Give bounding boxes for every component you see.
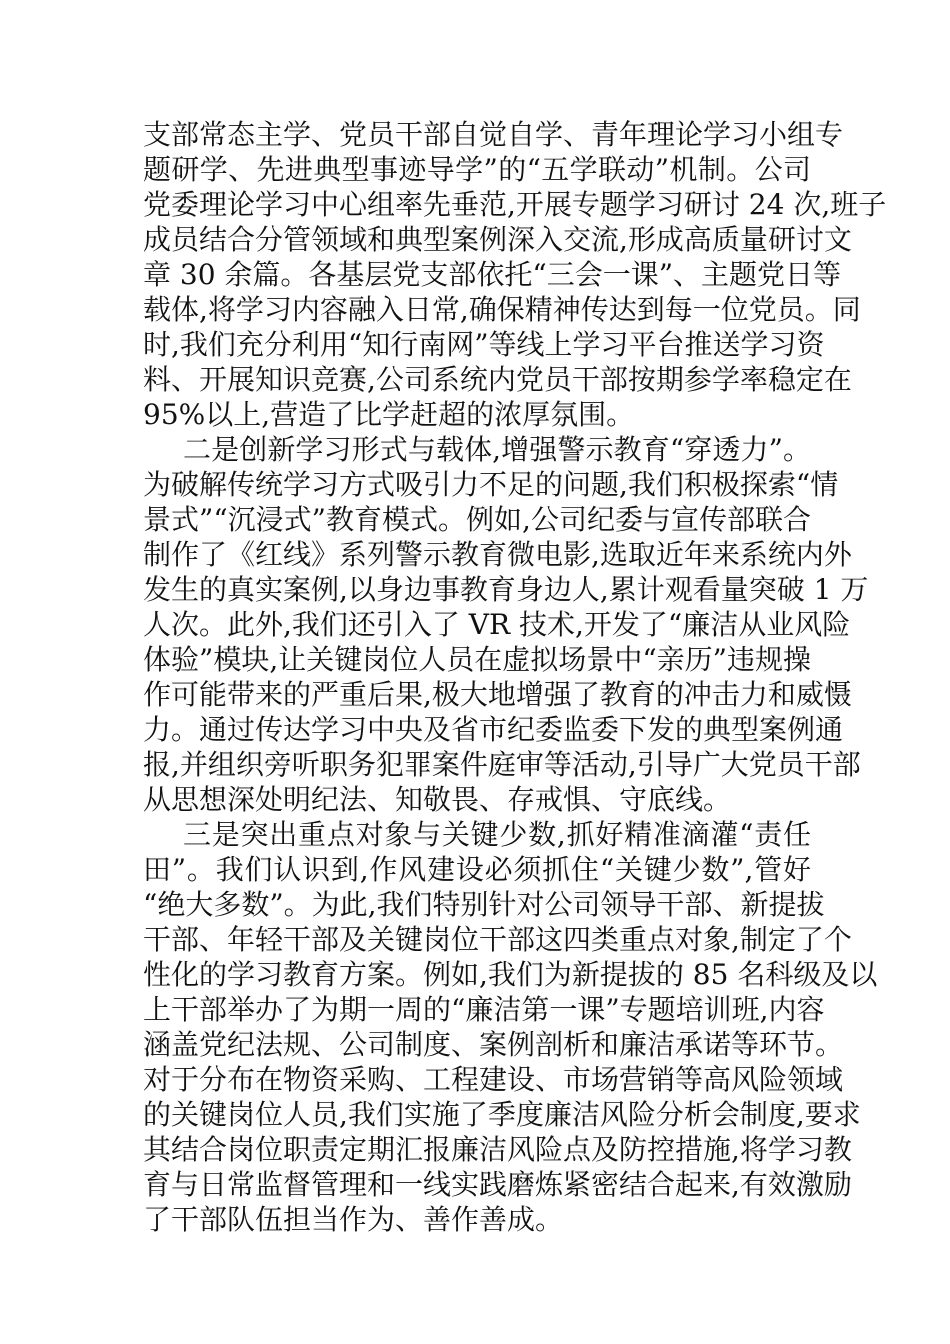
text-line: 了干部队伍担当作为、善作善成。 [143, 1203, 564, 1236]
text-line: 上干部举办了为期一周的“廉洁第一课”专题培训班,内容 [143, 993, 825, 1026]
text-line: 料、开展知识竞赛,公司系统内党员干部按期参学率稳定在 [143, 363, 852, 396]
text-line: 干部、年轻干部及关键岗位干部这四类重点对象,制定了个 [143, 923, 852, 956]
text-line: 党委理论学习中心组率先垂范,开展专题学习研讨 24 次,班子 [143, 188, 887, 221]
paragraph-start-line: 三是突出重点对象与关键少数,抓好精准滴灌“责任 [183, 818, 811, 851]
text-line: 章 30 余篇。各基层党支部依托“三会一课”、主题党日等 [143, 258, 842, 291]
document-body [143, 117, 887, 1237]
text-line: 其结合岗位职责定期汇报廉洁风险点及防控措施,将学习教 [143, 1133, 852, 1166]
text-line: 从思想深处明纪法、知敬畏、存戒惧、守底线。 [143, 783, 732, 816]
text-line: 体验”模块,让关键岗位人员在虚拟场景中“亲历”违规操 [143, 643, 811, 676]
text-line: 95%以上,营造了比学赶超的浓厚氛围。 [143, 398, 635, 431]
text-line: 作可能带来的严重后果,极大地增强了教育的冲击力和威慑 [143, 678, 852, 711]
text-line: 田”。我们认识到,作风建设必须抓住“关键少数”,管好 [143, 853, 811, 886]
text-line: 性化的学习教育方案。例如,我们为新提拔的 85 名科级及以 [143, 958, 878, 991]
text-line: 为破解传统学习方式吸引力不足的问题,我们积极探索“情 [143, 468, 839, 501]
text-line: 时,我们充分利用“知行南网”等线上学习平台推送学习资 [143, 328, 825, 361]
text-line: 支部常态主学、党员干部自觉自学、青年理论学习小组专 [143, 118, 844, 151]
text-line: 涵盖党纪法规、公司制度、案例剖析和廉洁承诺等环节。 [143, 1028, 844, 1061]
text-line: 制作了《红线》系列警示教育微电影,选取近年来系统内外 [143, 538, 852, 571]
text-line: 育与日常监督管理和一线实践磨炼紧密结合起来,有效激励 [143, 1168, 852, 1201]
text-line: 发生的真实案例,以身边事教育身边人,累计观看量突破 1 万 [143, 573, 869, 606]
paragraph-start-line: 二是创新学习形式与载体,增强警示教育“穿透力”。 [183, 433, 811, 466]
text-line: 力。通过传达学习中央及省市纪委监委下发的典型案例通 [143, 713, 844, 746]
text-line: 的关键岗位人员,我们实施了季度廉洁风险分析会制度,要求 [143, 1098, 861, 1131]
text-line: 人次。此外,我们还引入了 VR 技术,开发了“廉洁从业风险 [143, 608, 851, 641]
text-line: 成员结合分管领域和典型案例深入交流,形成高质量研讨文 [143, 223, 852, 256]
text-line: “绝大多数”。为此,我们特别针对公司领导干部、新提拔 [143, 888, 825, 921]
text-line: 题研学、先进典型事迹导学”的“五学联动”机制。公司 [143, 153, 811, 186]
text-line: 载体,将学习内容融入日常,确保精神传达到每一位党员。同 [143, 293, 861, 326]
text-line: 报,并组织旁听职务犯罪案件庭审等活动,引导广大党员干部 [143, 748, 861, 781]
text-line: 景式”“沉浸式”教育模式。例如,公司纪委与宣传部联合 [143, 503, 811, 536]
text-line: 对于分布在物资采购、工程建设、市场营销等高风险领域 [143, 1063, 844, 1096]
